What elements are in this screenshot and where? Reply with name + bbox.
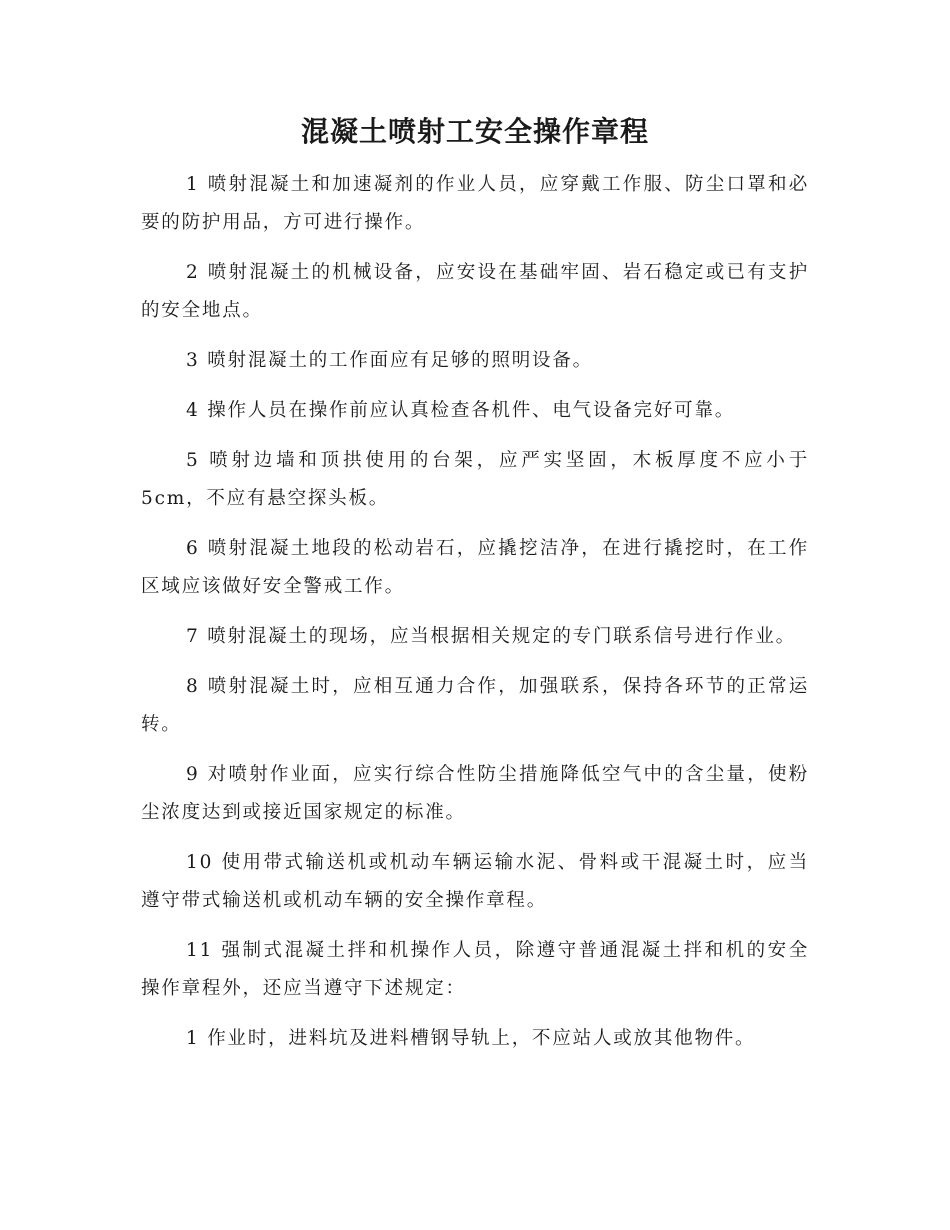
paragraph: 1 作业时，进料坑及进料槽钢导轨上，不应站人或放其他物件。 [186,1028,756,1049]
paragraph: 9 对喷射作业面，应实行综合性防尘措施降低空气中的含尘量，使粉尘浓度达到或接近国家规定的标准。 [141,764,810,823]
paragraph: 4 操作人员在操作前应认真检查各机件、电气设备完好可靠。 [186,400,736,421]
paragraph: 10 使用带式输送机或机动车辆运输水泥、骨料或干混凝土时，应当遵守带式输送机或机动车辆的安全操作章程。 [141,852,809,911]
paragraph: 1 喷射混凝土和加速凝剂的作业人员，应穿戴工作服、防尘口罩和必要的防护用品，方可进行操作。 [141,174,810,233]
document-title: 混凝土喷射工安全操作章程 [300,115,649,148]
paragraph: 3 喷射混凝土的工作面应有足够的照明设备。 [186,350,593,371]
paragraph: 6 喷射混凝土地段的松动岩石，应撬挖洁净，在进行撬挖时，在工作区域应该做好安全警戒工作。 [141,538,810,597]
paragraph: 2 喷射混凝土的机械设备，应安设在基础牢固、岩石稳定或已有支护的安全地点。 [141,262,810,321]
paragraph: 5 喷射边墙和顶拱使用的台架，应严实坚固，木板厚度不应小于5cm，不应有悬空探头板。 [141,450,809,509]
paragraph: 7 喷射混凝土的现场，应当根据相关规定的专门联系信号进行作业。 [186,626,796,647]
paragraph: 8 喷射混凝土时，应相互通力合作，加强联系，保持各环节的正常运转。 [141,676,810,735]
document-body [141,166,809,1070]
paragraph: 11 强制式混凝土拌和机操作人员，除遵守普通混凝土拌和机的安全操作章程外，还应当遵守下述规定： [141,940,809,999]
